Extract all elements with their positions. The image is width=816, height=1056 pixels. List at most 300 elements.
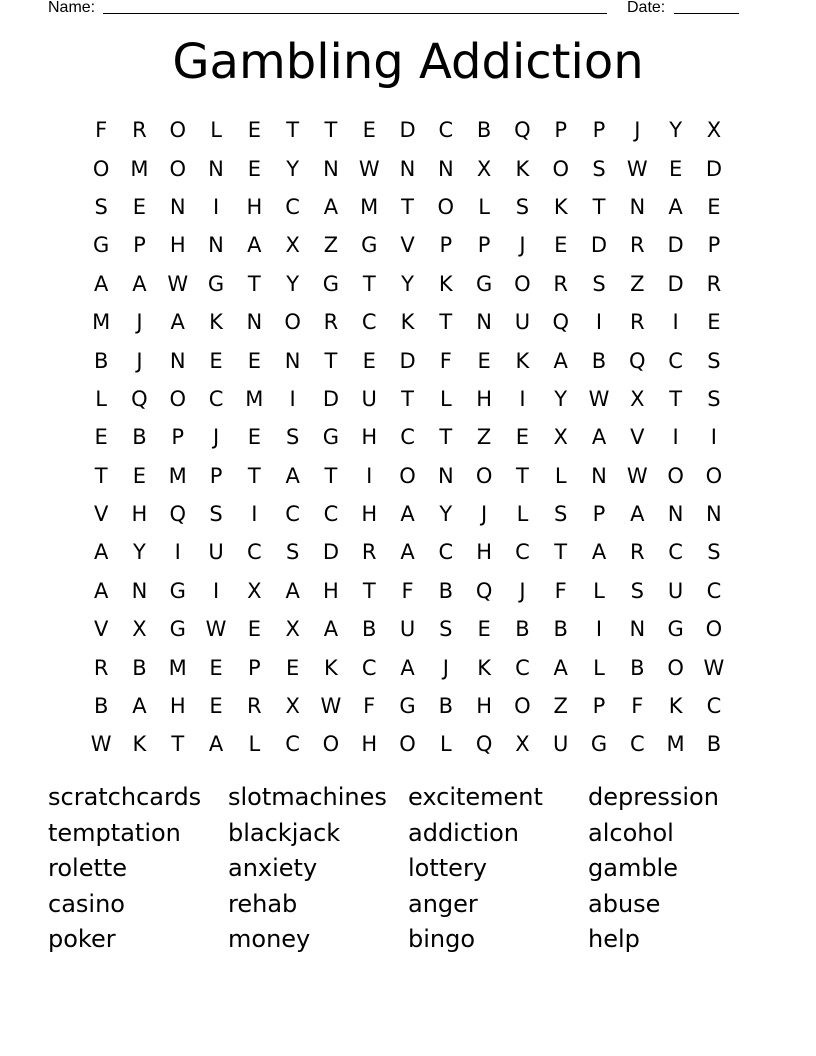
- grid-letter[interactable]: N: [208, 233, 224, 258]
- grid-letter[interactable]: L: [554, 463, 567, 488]
- grid-letter[interactable]: I: [519, 386, 526, 411]
- grid-letter[interactable]: D: [667, 271, 684, 296]
- grid-letter[interactable]: A: [553, 348, 568, 373]
- grid-letter[interactable]: E: [209, 348, 223, 373]
- grid-letter[interactable]: C: [400, 425, 415, 450]
- grid-letter[interactable]: V: [93, 617, 109, 642]
- grid-letter[interactable]: O: [284, 310, 301, 335]
- grid-letter[interactable]: I: [710, 425, 717, 450]
- grid-letter[interactable]: Z: [476, 425, 492, 450]
- grid-letter[interactable]: B: [553, 617, 568, 642]
- grid-letter[interactable]: T: [324, 348, 338, 373]
- grid-letter[interactable]: R: [630, 233, 645, 258]
- grid-letter[interactable]: E: [247, 425, 261, 450]
- word-bank-item: addiction: [408, 818, 520, 847]
- grid-letter[interactable]: T: [247, 463, 261, 488]
- grid-letter[interactable]: O: [514, 271, 531, 296]
- grid-letter[interactable]: M: [168, 463, 187, 488]
- grid-letter[interactable]: K: [209, 310, 223, 335]
- grid-letter[interactable]: J: [136, 348, 143, 373]
- grid-letter[interactable]: R: [247, 694, 262, 719]
- grid-letter[interactable]: Z: [323, 233, 339, 258]
- grid-letter[interactable]: T: [669, 386, 683, 411]
- grid-letter[interactable]: K: [132, 732, 147, 757]
- grid-letter[interactable]: P: [209, 463, 223, 488]
- grid-letter[interactable]: A: [208, 732, 224, 757]
- grid-letter[interactable]: Y: [401, 271, 414, 296]
- grid-letter[interactable]: K: [515, 348, 530, 373]
- grid-letter[interactable]: A: [668, 194, 683, 219]
- grid-letter[interactable]: G: [399, 694, 416, 719]
- grid-letter[interactable]: W: [358, 156, 380, 181]
- grid-letter[interactable]: O: [322, 732, 340, 757]
- grid-letter[interactable]: F: [401, 578, 414, 603]
- grid-letter[interactable]: N: [629, 617, 646, 642]
- grid-letter[interactable]: B: [438, 578, 454, 603]
- grid-letter[interactable]: E: [515, 425, 530, 450]
- date-field-line[interactable]: [674, 13, 739, 14]
- grid-letter[interactable]: F: [95, 118, 108, 143]
- grid-letter[interactable]: X: [515, 732, 530, 757]
- grid-letter[interactable]: Z: [630, 271, 645, 296]
- grid-letter[interactable]: T: [592, 194, 606, 219]
- grid-letter[interactable]: E: [707, 310, 721, 335]
- grid-letter[interactable]: J: [519, 578, 526, 603]
- grid-letter[interactable]: S: [707, 540, 721, 565]
- grid-letter[interactable]: T: [286, 118, 300, 143]
- grid-letter[interactable]: N: [667, 502, 684, 527]
- grid-letter[interactable]: H: [361, 425, 378, 450]
- grid-letter[interactable]: I: [289, 386, 296, 411]
- grid-letter[interactable]: X: [285, 617, 300, 642]
- grid-letter[interactable]: G: [169, 617, 186, 642]
- grid-letter[interactable]: P: [439, 233, 453, 258]
- date-label: Date:: [627, 0, 666, 16]
- grid-letter[interactable]: G: [207, 271, 225, 296]
- grid-letter[interactable]: O: [169, 156, 186, 181]
- grid-letter[interactable]: T: [324, 118, 338, 143]
- grid-letter[interactable]: G: [322, 425, 340, 450]
- grid-letter[interactable]: H: [169, 233, 186, 258]
- grid-letter[interactable]: S: [707, 348, 721, 373]
- grid-letter[interactable]: R: [361, 540, 377, 565]
- grid-letter[interactable]: E: [132, 463, 147, 488]
- grid-letter[interactable]: B: [630, 655, 645, 680]
- grid-letter[interactable]: N: [476, 310, 492, 335]
- grid-letter[interactable]: P: [133, 233, 146, 258]
- grid-letter[interactable]: C: [438, 118, 454, 143]
- grid-letter[interactable]: N: [208, 156, 224, 181]
- grid-letter[interactable]: W: [320, 694, 342, 719]
- grid-letter[interactable]: E: [285, 655, 300, 680]
- grid-letter[interactable]: A: [591, 540, 607, 565]
- grid-letter[interactable]: G: [361, 233, 378, 258]
- grid-letter[interactable]: I: [366, 463, 373, 488]
- grid-letter[interactable]: O: [92, 156, 110, 181]
- grid-letter[interactable]: P: [592, 118, 606, 143]
- grid-letter[interactable]: T: [171, 732, 185, 757]
- grid-letter[interactable]: B: [93, 348, 109, 373]
- grid-letter[interactable]: X: [132, 617, 147, 642]
- grid-letter[interactable]: V: [630, 425, 645, 450]
- grid-letter[interactable]: C: [668, 540, 683, 565]
- grid-letter[interactable]: T: [439, 425, 453, 450]
- grid-letter[interactable]: W: [588, 386, 610, 411]
- grid-letter[interactable]: D: [399, 348, 416, 373]
- grid-letter[interactable]: E: [94, 425, 108, 450]
- grid-letter[interactable]: T: [516, 463, 529, 488]
- word-bank-item: blackjack: [228, 818, 341, 847]
- grid-letter[interactable]: P: [592, 502, 606, 527]
- grid-letter[interactable]: L: [210, 118, 222, 143]
- grid-letter[interactable]: S: [285, 540, 300, 565]
- grid-letter[interactable]: G: [590, 732, 608, 757]
- grid-letter[interactable]: N: [169, 194, 186, 219]
- grid-letter[interactable]: Z: [553, 694, 568, 719]
- grid-letter[interactable]: O: [475, 463, 493, 488]
- grid-letter[interactable]: A: [323, 194, 339, 219]
- grid-letter[interactable]: H: [246, 194, 263, 219]
- grid-letter[interactable]: D: [322, 540, 340, 565]
- grid-letter[interactable]: H: [169, 694, 186, 719]
- grid-letter[interactable]: F: [554, 578, 567, 603]
- grid-letter[interactable]: Q: [629, 348, 646, 373]
- grid-letter[interactable]: O: [705, 463, 723, 488]
- grid-letter[interactable]: O: [552, 156, 569, 181]
- grid-letter[interactable]: Y: [439, 502, 453, 527]
- grid-letter[interactable]: E: [247, 118, 261, 143]
- grid-letter[interactable]: P: [707, 233, 721, 258]
- grid-letter[interactable]: F: [631, 694, 644, 719]
- grid-letter[interactable]: K: [400, 310, 415, 335]
- grid-letter[interactable]: M: [360, 194, 379, 219]
- grid-letter[interactable]: D: [590, 233, 608, 258]
- grid-letter[interactable]: X: [476, 156, 492, 181]
- grid-letter[interactable]: U: [399, 617, 416, 642]
- grid-letter[interactable]: F: [439, 348, 452, 373]
- grid-letter[interactable]: H: [361, 502, 378, 527]
- grid-letter[interactable]: B: [93, 694, 109, 719]
- grid-letter[interactable]: D: [667, 233, 684, 258]
- grid-letter[interactable]: L: [478, 194, 490, 219]
- grid-letter[interactable]: E: [668, 156, 683, 181]
- grid-letter[interactable]: S: [554, 502, 568, 527]
- grid-letter[interactable]: O: [169, 118, 186, 143]
- grid-letter[interactable]: E: [209, 655, 223, 680]
- grid-letter[interactable]: K: [515, 156, 530, 181]
- grid-letter[interactable]: X: [706, 118, 722, 143]
- grid-letter[interactable]: Y: [669, 118, 683, 143]
- grid-letter[interactable]: H: [361, 732, 378, 757]
- grid-letter[interactable]: D: [322, 386, 340, 411]
- grid-letter[interactable]: H: [323, 578, 339, 603]
- grid-letter[interactable]: O: [399, 463, 416, 488]
- grid-letter[interactable]: C: [515, 655, 530, 680]
- name-field-line[interactable]: [103, 13, 607, 14]
- grid-letter[interactable]: W: [205, 617, 227, 642]
- grid-letter[interactable]: Y: [554, 386, 568, 411]
- grid-letter[interactable]: R: [93, 655, 109, 680]
- grid-letter[interactable]: K: [553, 194, 568, 219]
- grid-letter[interactable]: K: [477, 655, 491, 680]
- word-bank-item: rehab: [228, 889, 298, 918]
- grid-letter[interactable]: O: [169, 386, 186, 411]
- grid-letter[interactable]: J: [481, 502, 488, 527]
- grid-letter[interactable]: X: [630, 386, 645, 411]
- grid-letter[interactable]: D: [705, 156, 722, 181]
- grid-letter[interactable]: T: [362, 271, 376, 296]
- page-title: Gambling Addiction: [172, 34, 644, 90]
- grid-letter[interactable]: E: [362, 118, 376, 143]
- grid-letter[interactable]: S: [439, 617, 453, 642]
- grid-letter[interactable]: R: [706, 271, 722, 296]
- grid-letter[interactable]: U: [667, 578, 684, 603]
- grid-letter[interactable]: M: [130, 156, 149, 181]
- grid-letter[interactable]: V: [400, 233, 415, 258]
- grid-letter[interactable]: B: [438, 694, 454, 719]
- grid-letter[interactable]: A: [132, 271, 147, 296]
- grid-letter[interactable]: E: [554, 233, 568, 258]
- grid-letter[interactable]: A: [400, 655, 415, 680]
- grid-letter[interactable]: M: [245, 386, 264, 411]
- grid-letter[interactable]: O: [437, 194, 455, 219]
- grid-letter[interactable]: L: [593, 655, 605, 680]
- grid-letter[interactable]: C: [515, 540, 530, 565]
- grid-letter[interactable]: D: [399, 118, 416, 143]
- grid-letter[interactable]: A: [285, 578, 300, 603]
- grid-letter[interactable]: A: [93, 540, 109, 565]
- grid-letter[interactable]: E: [247, 156, 261, 181]
- grid-letter[interactable]: T: [94, 463, 108, 488]
- grid-letter[interactable]: X: [285, 694, 300, 719]
- grid-letter[interactable]: J: [519, 233, 526, 258]
- grid-letter[interactable]: R: [630, 310, 645, 335]
- grid-letter[interactable]: G: [169, 578, 186, 603]
- grid-letter[interactable]: L: [439, 732, 452, 757]
- grid-letter[interactable]: I: [595, 310, 603, 335]
- grid-letter[interactable]: I: [212, 194, 220, 219]
- grid-letter[interactable]: I: [595, 617, 603, 642]
- grid-letter[interactable]: J: [634, 118, 641, 143]
- grid-letter[interactable]: T: [401, 386, 414, 411]
- grid-letter[interactable]: B: [132, 425, 147, 450]
- grid-letter[interactable]: B: [706, 732, 722, 757]
- grid-letter[interactable]: R: [132, 118, 147, 143]
- grid-letter[interactable]: P: [171, 425, 185, 450]
- grid-letter[interactable]: T: [439, 310, 453, 335]
- grid-letter[interactable]: S: [209, 502, 223, 527]
- grid-letter[interactable]: V: [93, 502, 109, 527]
- grid-letter[interactable]: I: [672, 425, 679, 450]
- grid-letter[interactable]: C: [285, 502, 300, 527]
- grid-letter[interactable]: Q: [552, 310, 569, 335]
- grid-letter[interactable]: L: [516, 502, 529, 527]
- grid-letter[interactable]: G: [93, 233, 110, 258]
- grid-letter[interactable]: A: [170, 310, 185, 335]
- grid-letter[interactable]: P: [592, 694, 606, 719]
- grid-letter[interactable]: O: [667, 463, 684, 488]
- grid-letter[interactable]: B: [362, 617, 377, 642]
- grid-letter[interactable]: S: [592, 156, 606, 181]
- grid-letter[interactable]: N: [169, 348, 186, 373]
- grid-letter[interactable]: C: [706, 578, 722, 603]
- grid-letter[interactable]: C: [323, 502, 339, 527]
- grid-letter[interactable]: B: [591, 348, 607, 373]
- word-bank-item: slotmachines: [228, 783, 387, 811]
- grid-letter[interactable]: C: [285, 732, 300, 757]
- grid-letter[interactable]: S: [592, 271, 606, 296]
- grid-letter[interactable]: E: [209, 694, 223, 719]
- word-bank-item: help: [588, 925, 640, 954]
- grid-letter[interactable]: I: [251, 502, 258, 527]
- grid-letter[interactable]: O: [514, 694, 531, 719]
- grid-letter[interactable]: Q: [475, 578, 493, 603]
- grid-letter[interactable]: U: [553, 732, 569, 757]
- grid-letter[interactable]: A: [132, 694, 147, 719]
- grid-letter[interactable]: A: [247, 233, 262, 258]
- word-bank-item: scratchcards: [48, 783, 202, 811]
- grid-letter[interactable]: Y: [286, 156, 300, 181]
- grid-letter[interactable]: Y: [286, 271, 300, 296]
- grid-letter[interactable]: N: [399, 156, 416, 181]
- grid-letter[interactable]: U: [361, 386, 377, 411]
- grid-letter[interactable]: M: [92, 310, 111, 335]
- grid-letter[interactable]: A: [400, 540, 415, 565]
- grid-letter[interactable]: E: [477, 348, 491, 373]
- grid-letter[interactable]: A: [400, 502, 415, 527]
- grid-letter[interactable]: T: [324, 463, 338, 488]
- grid-letter[interactable]: K: [324, 655, 338, 680]
- grid-letter[interactable]: W: [703, 655, 725, 680]
- grid-letter[interactable]: Q: [169, 502, 186, 527]
- grid-letter[interactable]: G: [667, 617, 684, 642]
- grid-letter[interactable]: W: [167, 271, 189, 296]
- grid-letter[interactable]: M: [168, 655, 187, 680]
- grid-letter[interactable]: A: [93, 271, 109, 296]
- grid-letter[interactable]: B: [515, 617, 530, 642]
- grid-letter[interactable]: F: [363, 694, 376, 719]
- grid-letter[interactable]: P: [477, 233, 491, 258]
- grid-letter[interactable]: N: [323, 156, 339, 181]
- grid-letter[interactable]: T: [362, 578, 376, 603]
- grid-letter[interactable]: N: [706, 502, 722, 527]
- grid-letter[interactable]: C: [247, 540, 262, 565]
- grid-letter[interactable]: X: [553, 425, 568, 450]
- grid-letter[interactable]: O: [399, 732, 416, 757]
- grid-letter[interactable]: O: [667, 655, 684, 680]
- grid-letter[interactable]: A: [285, 463, 300, 488]
- grid-letter[interactable]: A: [323, 617, 339, 642]
- grid-letter[interactable]: K: [438, 271, 453, 296]
- grid-letter[interactable]: G: [475, 271, 493, 296]
- grid-letter[interactable]: H: [476, 540, 493, 565]
- grid-letter[interactable]: C: [706, 694, 722, 719]
- grid-letter[interactable]: N: [591, 463, 607, 488]
- grid-letter[interactable]: H: [476, 694, 493, 719]
- grid-letter[interactable]: Q: [131, 386, 148, 411]
- word-bank: [48, 780, 768, 958]
- grid-letter[interactable]: T: [247, 271, 261, 296]
- grid-letter[interactable]: C: [668, 348, 683, 373]
- grid-letter[interactable]: L: [593, 578, 605, 603]
- grid-letter[interactable]: N: [629, 194, 646, 219]
- grid-letter[interactable]: O: [705, 617, 723, 642]
- grid-letter[interactable]: C: [285, 194, 300, 219]
- grid-letter[interactable]: E: [132, 194, 147, 219]
- grid-letter[interactable]: R: [630, 540, 645, 565]
- grid-letter[interactable]: P: [554, 118, 568, 143]
- grid-letter[interactable]: K: [668, 694, 683, 719]
- grid-letter[interactable]: A: [630, 502, 645, 527]
- grid-letter[interactable]: N: [246, 310, 263, 335]
- grid-letter[interactable]: H: [476, 386, 493, 411]
- grid-letter[interactable]: H: [131, 502, 148, 527]
- grid-letter[interactable]: R: [323, 310, 339, 335]
- grid-letter[interactable]: Y: [133, 540, 146, 565]
- grid-letter[interactable]: C: [361, 310, 377, 335]
- grid-letter[interactable]: I: [672, 310, 679, 335]
- grid-letter[interactable]: A: [591, 425, 607, 450]
- grid-letter[interactable]: T: [554, 540, 568, 565]
- grid-letter[interactable]: N: [131, 578, 148, 603]
- grid-letter[interactable]: W: [626, 463, 648, 488]
- grid-letter[interactable]: G: [322, 271, 340, 296]
- grid-letter[interactable]: E: [247, 348, 261, 373]
- grid-letter[interactable]: S: [515, 194, 530, 219]
- grid-letter[interactable]: W: [626, 156, 648, 181]
- grid-letter[interactable]: U: [514, 310, 531, 335]
- grid-letter[interactable]: S: [630, 578, 644, 603]
- grid-letter[interactable]: U: [208, 540, 224, 565]
- grid-letter[interactable]: B: [476, 118, 492, 143]
- grid-letter[interactable]: X: [285, 233, 300, 258]
- grid-letter[interactable]: S: [94, 194, 108, 219]
- grid-letter[interactable]: I: [174, 540, 181, 565]
- grid-letter[interactable]: X: [247, 578, 262, 603]
- grid-letter[interactable]: E: [477, 617, 491, 642]
- grid-letter[interactable]: S: [285, 425, 300, 450]
- grid-letter[interactable]: A: [93, 578, 109, 603]
- grid-letter[interactable]: C: [629, 732, 645, 757]
- grid-letter[interactable]: W: [90, 732, 112, 757]
- grid-letter[interactable]: J: [212, 425, 220, 450]
- grid-letter[interactable]: M: [666, 732, 685, 757]
- grid-letter[interactable]: L: [439, 386, 452, 411]
- grid-letter[interactable]: C: [208, 386, 224, 411]
- grid-letter[interactable]: T: [401, 194, 414, 219]
- grid-letter[interactable]: I: [212, 578, 220, 603]
- grid-letter[interactable]: L: [248, 732, 261, 757]
- grid-letter[interactable]: C: [361, 655, 377, 680]
- grid-letter[interactable]: B: [132, 655, 147, 680]
- grid-letter[interactable]: N: [284, 348, 301, 373]
- grid-letter[interactable]: A: [553, 655, 568, 680]
- grid-letter[interactable]: C: [438, 540, 454, 565]
- grid-letter[interactable]: J: [442, 655, 449, 680]
- grid-letter[interactable]: Q: [514, 118, 531, 143]
- grid-letter[interactable]: N: [437, 463, 454, 488]
- grid-letter[interactable]: Q: [475, 732, 493, 757]
- grid-letter[interactable]: N: [437, 156, 454, 181]
- grid-letter[interactable]: P: [248, 655, 261, 680]
- grid-letter[interactable]: S: [707, 386, 721, 411]
- grid-letter[interactable]: E: [247, 617, 261, 642]
- grid-letter[interactable]: J: [136, 310, 143, 335]
- grid-letter[interactable]: R: [553, 271, 568, 296]
- grid-letter[interactable]: E: [362, 348, 376, 373]
- grid-letter[interactable]: E: [707, 194, 721, 219]
- grid-letter[interactable]: L: [95, 386, 107, 411]
